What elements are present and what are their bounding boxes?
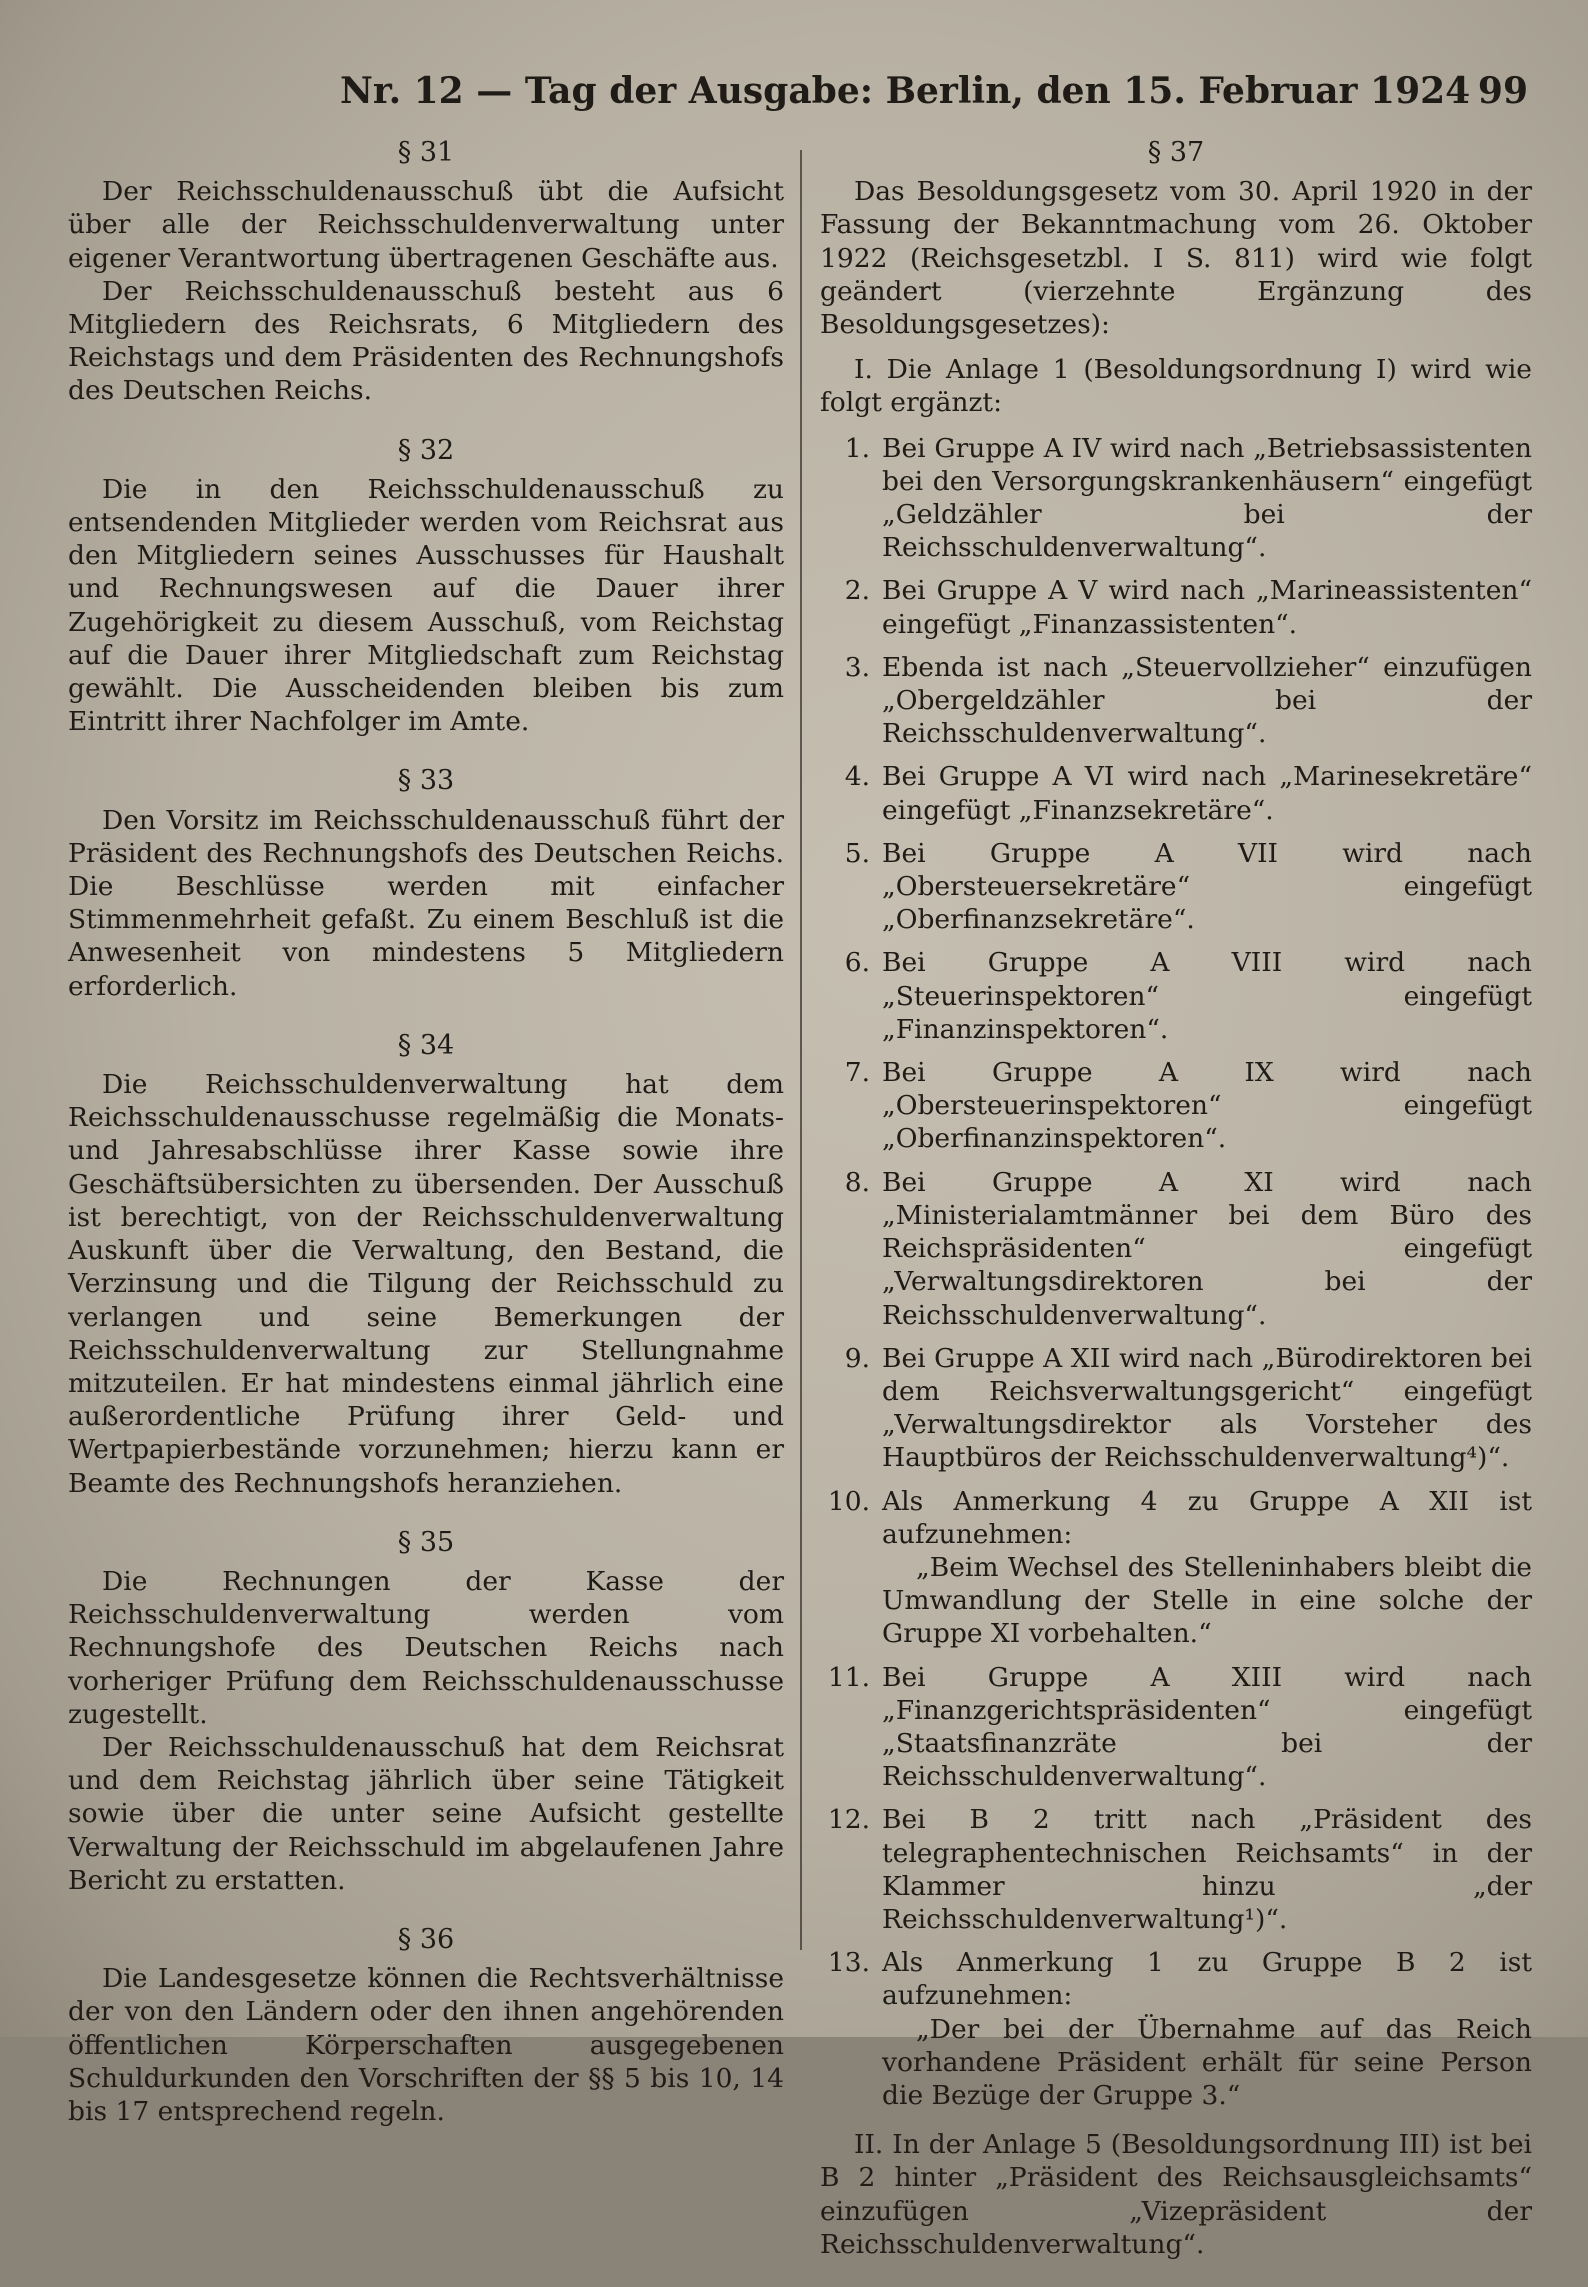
item-number: 11. <box>827 1661 870 1693</box>
section-34 <box>68 1029 784 1500</box>
amendment-item <box>820 574 1532 640</box>
item-text: Bei Gruppe A IX wird nach „Obersteuerinspektoren“ eingefügt „Oberfinanzinspektoren“. <box>882 1057 1532 1155</box>
section-heading: § 36 <box>397 1923 455 1955</box>
item-number: 10. <box>827 1485 870 1517</box>
section-35 <box>68 1526 784 1897</box>
section-37-intro: Das Besoldungsgesetz vom 30. April 1920 in der Fassung der Bekanntmachung vom 26. Oktober 1922 (Reichsgesetzbl. I S. 811) wird wie folgt geändert (vierzehnte Ergänzung des Besoldungsgesetzes): <box>820 176 1532 341</box>
section-paragraph: Der Reichsschuldenausschuß hat dem Reichsrat und dem Reichstag jährlich über seine Tätigkeit sowie über die unter seine Aufsicht gestellte Verwaltung der Reichsschuld im abgelaufenen Jahre Bericht zu erstatten. <box>68 1731 784 1896</box>
header-line <box>340 70 1470 112</box>
item-quote: „Beim Wechsel des Stelleninhabers bleibt die Umwandlung der Stelle in eine solche der Gruppe XI vorbehalten.“ <box>882 1551 1532 1650</box>
header-title: Tag der Ausgabe: <box>524 70 874 112</box>
amendment-list <box>820 432 1532 2113</box>
item-number: 13. <box>827 1947 870 1979</box>
item-text: Ebenda ist nach „Steuervollzieher“ einzufügen „Obergeldzähler bei der Reichsschuldenverwaltung“. <box>882 651 1532 750</box>
section-33 <box>68 764 784 1002</box>
section-paragraph: Die in den Reichsschuldenausschuß zu entsendenden Mitglieder werden vom Reichsrat aus den Mitgliedern seines Ausschusses für Haushalt und Rechnungswesen auf die Dauer ihrer Zugehörigkeit zu diesem Ausschuß, vom Reichstag auf die Dauer ihrer Mitgliedschaft zum Reichstag gewählt. Die Ausscheidenden bleiben bis zum Eintritt ihrer Nachfolger im Amte. <box>68 473 784 738</box>
header-place-date: Berlin, den 15. Februar 1924 <box>885 70 1471 112</box>
amendment-item <box>820 651 1532 751</box>
amendment-item <box>820 432 1532 565</box>
section-paragraph: Der Reichsschuldenausschuß übt die Aufsicht über alle der Reichsschuldenverwaltung unter eigener Verantwortung übertragenen Geschäfte aus. <box>68 176 784 274</box>
item-quote: „Der bei der Übernahme auf das Reich vorhandene Präsident erhält für seine Person die Bezüge der Gruppe 3.“ <box>882 2013 1532 2111</box>
section-paragraph: Der Reichsschuldenausschuß besteht aus 6 Mitgliedern des Reichsrats, 6 Mitgliedern des Reichstags und dem Präsidenten des Rechnungshofs des Deutschen Reichs. <box>68 275 784 407</box>
item-number: 4. <box>844 761 870 793</box>
item-text: Bei Gruppe A XIII wird nach „Finanzgerichtspräsidenten“ eingefügt „Staatsfinanzräte bei der Reichsschuldenverwaltung“. <box>882 1661 1532 1793</box>
section-32 <box>68 434 784 739</box>
item-number: 7. <box>844 1057 870 1089</box>
item-text: Bei Gruppe A V wird nach „Marineassistenten“ eingefügt „Finanzassistenten“. <box>882 575 1532 640</box>
amendment-item <box>820 946 1532 1046</box>
amendment-item <box>820 760 1532 826</box>
amendment-item <box>820 1342 1532 1475</box>
item-number: 5. <box>844 837 870 869</box>
amendment-item <box>820 1056 1532 1156</box>
section-heading: § 34 <box>397 1029 455 1061</box>
left-column <box>68 136 784 2154</box>
item-number: 3. <box>844 651 870 683</box>
column-divider <box>800 150 802 1950</box>
amendment-item <box>820 837 1532 937</box>
amendment-item <box>820 1803 1532 1936</box>
item-text: Bei Gruppe A VII wird nach „Obersteuersekretäre“ eingefügt „Oberfinanzsekretäre“. <box>882 837 1532 936</box>
section-heading: § 37 <box>1147 137 1205 168</box>
section-heading: § 31 <box>397 137 455 168</box>
item-text: Bei Gruppe A VIII wird nach „Steuerinspektoren“ eingefügt „Finanzinspektoren“. <box>882 947 1532 1045</box>
page-number: 99 <box>1477 70 1528 112</box>
part-one-heading: I. Die Anlage 1 (Besoldungsordnung I) wird wie folgt ergänzt: <box>820 354 1532 419</box>
item-text: Bei Gruppe A XII wird nach „Bürodirektoren bei dem Reichsverwaltungsgericht“ eingefügt „Verwaltungsdirektor als Vorsteher des Hauptbüros der Reichsschuldenverwaltung⁴)“. <box>882 1342 1532 1474</box>
part-two-paragraph: II. In der Anlage 5 (Besoldungsordnung III) ist bei B 2 hinter „Präsident des Reichsausgleichsamts“ einzufügen „Vizepräsident der Reichsschuldenverwaltung“. <box>820 2129 1532 2260</box>
section-paragraph: Die Reichsschuldenverwaltung hat dem Reichsschuldenausschusse regelmäßig die Monats- und Jahresabschlüsse ihrer Kasse sowie ihre Geschäftsübersichten zu übersenden. Der Ausschuß ist berechtigt, von der Reichsschuldenverwaltung Auskunft über die Verwaltung, den Bestand, die Verzinsung und die Tilgung der Reichsschuld zu verlangen und seine Bemerkungen der Reichsschuldenverwaltung zur Stellungnahme mitzuteilen. Er hat mindestens einmal jährlich eine außerordentliche Prüfung ihrer Geld- und Wertpapierbestände vorzunehmen; hierzu kann er Beamte des Rechnungshofs heranziehen. <box>68 1069 784 1499</box>
item-number: 1. <box>844 432 870 464</box>
item-number: 12. <box>827 1804 870 1836</box>
amendment-item <box>820 1485 1532 1651</box>
page-header <box>340 70 1528 126</box>
section-paragraph: Die Rechnungen der Kasse der Reichsschuldenverwaltung werden vom Rechnungshofe des Deutschen Reichs nach vorheriger Prüfung dem Reichsschuldenausschusse zugestellt. <box>68 1565 784 1730</box>
section-paragraph: Den Vorsitz im Reichsschuldenausschuß führt der Präsident des Rechnungshofs des Deutschen Reichs. Die Beschlüsse werden mit einfacher Stimmenmehrheit gefaßt. Zu einem Beschluß ist die Anwesenheit von mindestens 5 Mitgliedern erforderlich. <box>68 804 784 1002</box>
section-36 <box>68 1923 784 2128</box>
section-31 <box>68 136 784 408</box>
amendment-item <box>820 1946 1532 2112</box>
item-number: 9. <box>844 1342 870 1374</box>
issue-number: Nr. 12 <box>340 70 464 112</box>
header-separator: — <box>476 70 513 112</box>
item-text: Bei Gruppe A IV wird nach „Betriebsassistenten bei den Versorgungskrankenhäusern“ eingefügt „Geldzähler bei der Reichsschuldenverwaltung“. <box>882 432 1532 564</box>
item-number: 6. <box>844 947 870 979</box>
right-column <box>820 136 1532 2287</box>
item-number: 8. <box>844 1166 870 1198</box>
item-text: Bei Gruppe A XI wird nach „Ministerialamtmänner bei dem Büro des Reichspräsidenten“ eingefügt „Verwaltungsdirektoren bei der Reichsschuldenverwaltung“. <box>882 1166 1532 1331</box>
item-text: Bei Gruppe A VI wird nach „Marinesekretäre“ eingefügt „Finanzsekretäre“. <box>882 761 1532 826</box>
amendment-item <box>820 1166 1532 1332</box>
section-heading: § 35 <box>397 1526 455 1558</box>
amendment-item <box>820 1661 1532 1794</box>
item-text: Als Anmerkung 1 zu Gruppe B 2 ist aufzunehmen: <box>882 1947 1532 2012</box>
section-heading: § 33 <box>397 765 455 797</box>
section-paragraph: Die Landesgesetze können die Rechtsverhältnisse der von den Ländern oder den ihnen angehörenden öffentlichen Körperschaften ausgegebenen Schuldurkunden den Vorschriften der §§ 5 bis 10, 14 bis 17 entsprechend regeln. <box>68 1963 784 2127</box>
section-heading: § 32 <box>397 434 455 466</box>
item-text: Bei B 2 tritt nach „Präsident des telegraphentechnischen Reichsamts“ in der Klammer hinzu „der Reichsschuldenverwaltung¹)“. <box>882 1804 1532 1935</box>
item-number: 2. <box>844 575 870 607</box>
item-text: Als Anmerkung 4 zu Gruppe A XII ist aufzunehmen: <box>882 1485 1532 1550</box>
